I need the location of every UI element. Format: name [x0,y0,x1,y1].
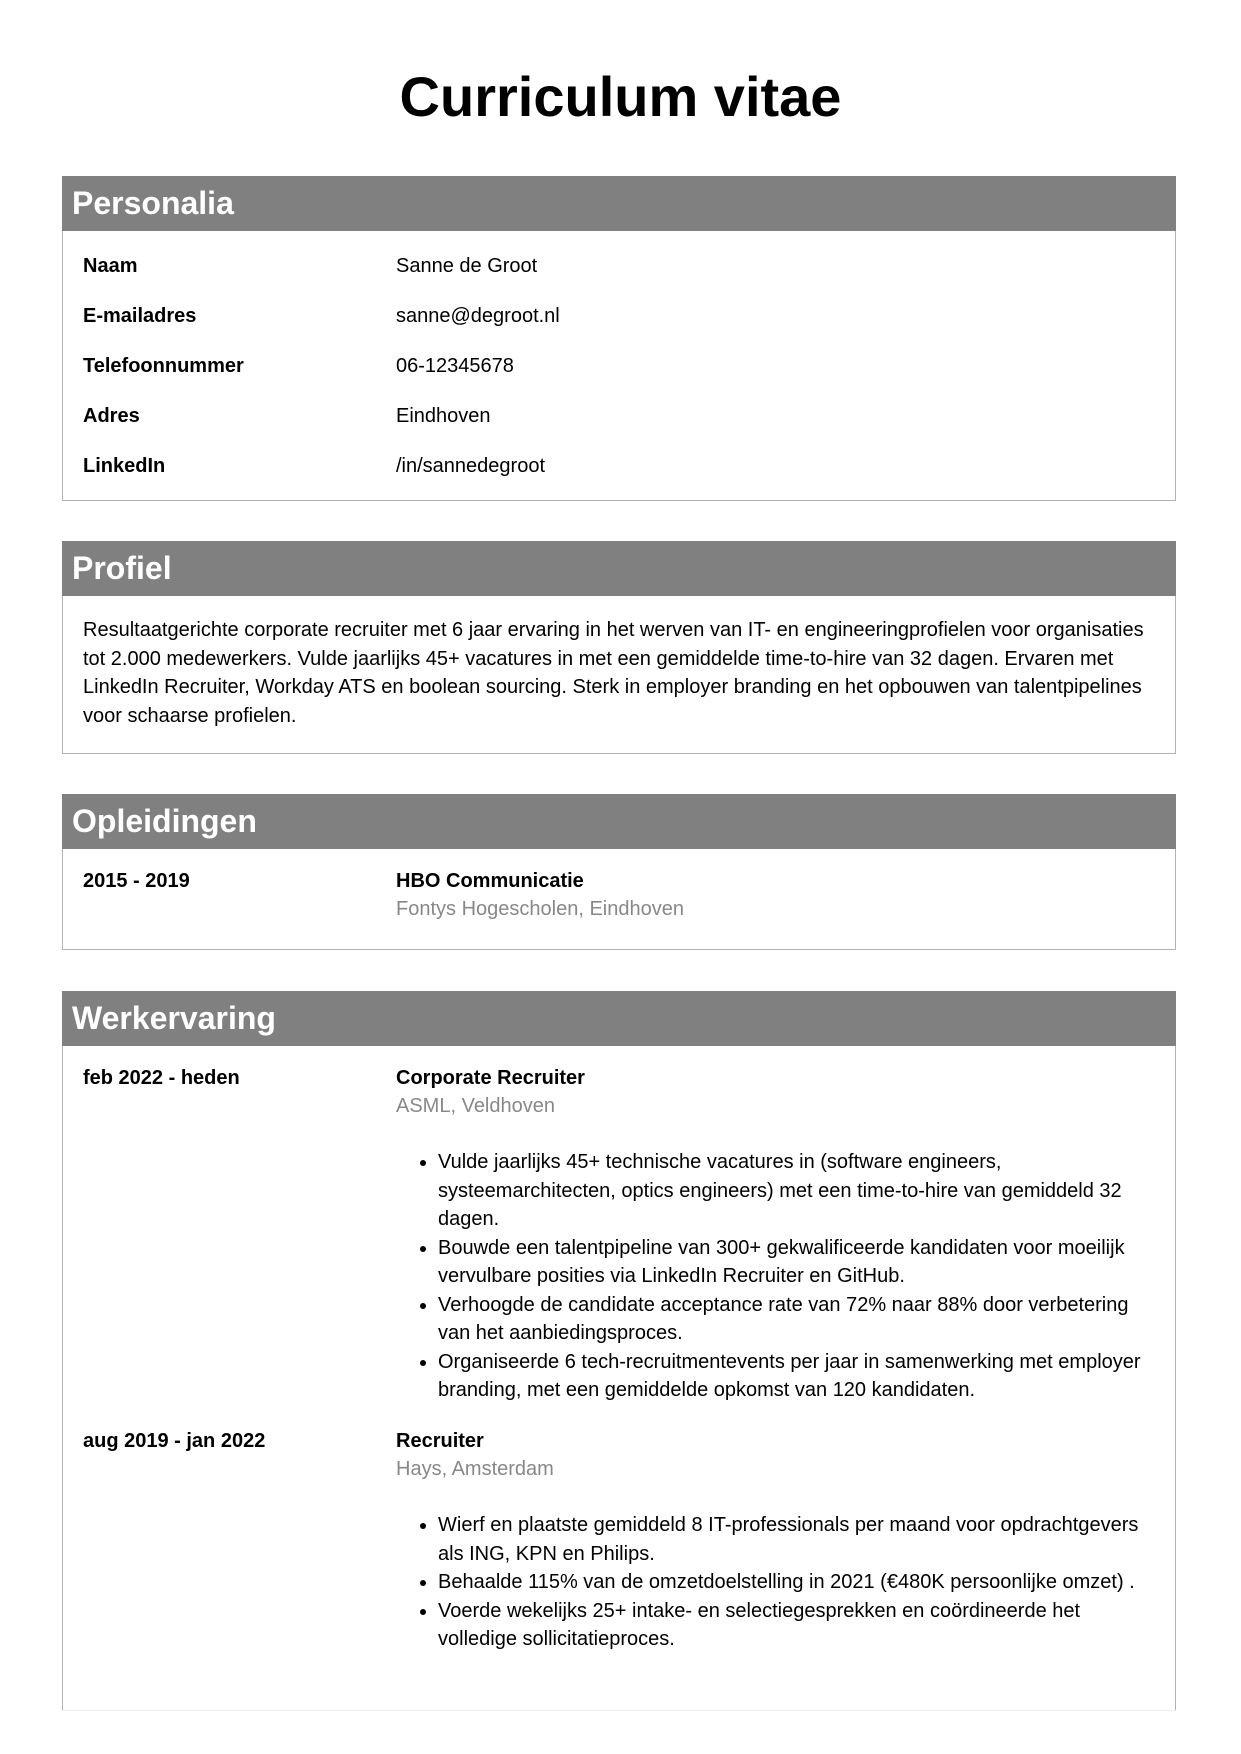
list-item: • Behaalde 115% van de omzetdoelstelling in 2021 (€480K persoonlijke omzet) . [438,1568,1155,1597]
work-company: Hays, Amsterdam [396,1458,554,1480]
education-entry [63,849,1175,949]
work-role: Corporate Recruiter [396,1067,585,1089]
field-value: Eindhoven [396,405,491,427]
work-role: Recruiter [396,1430,484,1452]
section-header-personalia: Personalia [62,176,1176,231]
field-value: /in/sannedegroot [396,455,546,477]
list-item: • Vulde jaarlijks 45+ technische vacatures in (software engineers, systeemarchitecten, optics engineers) met een time-to-hire van gemiddeld 32 dagen. [438,1148,1155,1234]
field-email [63,291,1175,341]
field-adres [63,391,1175,441]
work-period: aug 2019 - jan 2022 [83,1430,266,1452]
field-value: 06-12345678 [396,355,514,377]
field-label: Adres [83,405,140,427]
field-label: Naam [83,255,138,277]
work-entry [63,1409,1175,1709]
profile-text: Resultaatgerichte corporate recruiter met 6 jaar ervaring in het werven van IT- en engineeringprofielen voor organisaties tot 2.000 medewerkers. Vulde jaarlijks 45+ vacatures in met een gemiddelde time-to-hire van 32 dagen. Ervaren met LinkedIn Recruiter, Workday ATS en boolean sourcing. Sterk in employer branding en het opbouwen van talentpipelines voor schaarse profielen. [83,619,1144,727]
list-item: • Organiseerde 6 tech-recruitmentevents per jaar in samenwerking met employer branding, met een gemiddelde opkomst van 120 kandidaten. [438,1348,1155,1405]
werkervaring-section [62,991,1176,1711]
profiel-section [62,541,1176,754]
work-company: ASML, Veldhoven [396,1095,555,1117]
opleidingen-section [62,794,1176,950]
personalia-section [62,176,1176,501]
page-bottom-divider [62,1710,1176,1711]
list-item: • Voerde wekelijks 25+ intake- en selectiegesprekken en coördineerde het volledige sollicitatieproces. [438,1597,1155,1654]
work-period: feb 2022 - heden [83,1067,240,1089]
section-header-werkervaring: Werkervaring [62,991,1176,1046]
field-label: E-mailadres [83,305,197,327]
field-label: Telefoonnummer [83,355,244,377]
section-header-profiel: Profiel [62,541,1176,596]
work-achievements [396,1148,1155,1405]
field-value: sanne@degroot.nl [396,305,560,327]
work-achievements [396,1511,1155,1654]
list-item: • Bouwde een talentpipeline van 300+ gekwalificeerde kandidaten voor moeilijk vervulbare posities via LinkedIn Recruiter en GitHub. [438,1234,1155,1291]
field-label: LinkedIn [83,455,166,477]
work-entry [63,1046,1175,1409]
list-item: • Verhoogde de candidate acceptance rate van 72% naar 88% door verbetering van het aanbiedingsproces. [438,1291,1155,1348]
field-value: Sanne de Groot [396,255,538,277]
field-naam [63,241,1175,291]
education-period: 2015 - 2019 [83,870,190,892]
field-telefoon [63,341,1175,391]
education-institution: Fontys Hogescholen, Eindhoven [396,898,684,920]
education-title: HBO Communicatie [396,870,584,892]
field-linkedin [63,441,1175,491]
section-header-opleidingen: Opleidingen [62,794,1176,849]
page-title: Curriculum vitae [399,65,842,128]
list-item: • Wierf en plaatste gemiddeld 8 IT-professionals per maand voor opdrachtgevers als ING, KPN en Philips. [438,1511,1155,1568]
